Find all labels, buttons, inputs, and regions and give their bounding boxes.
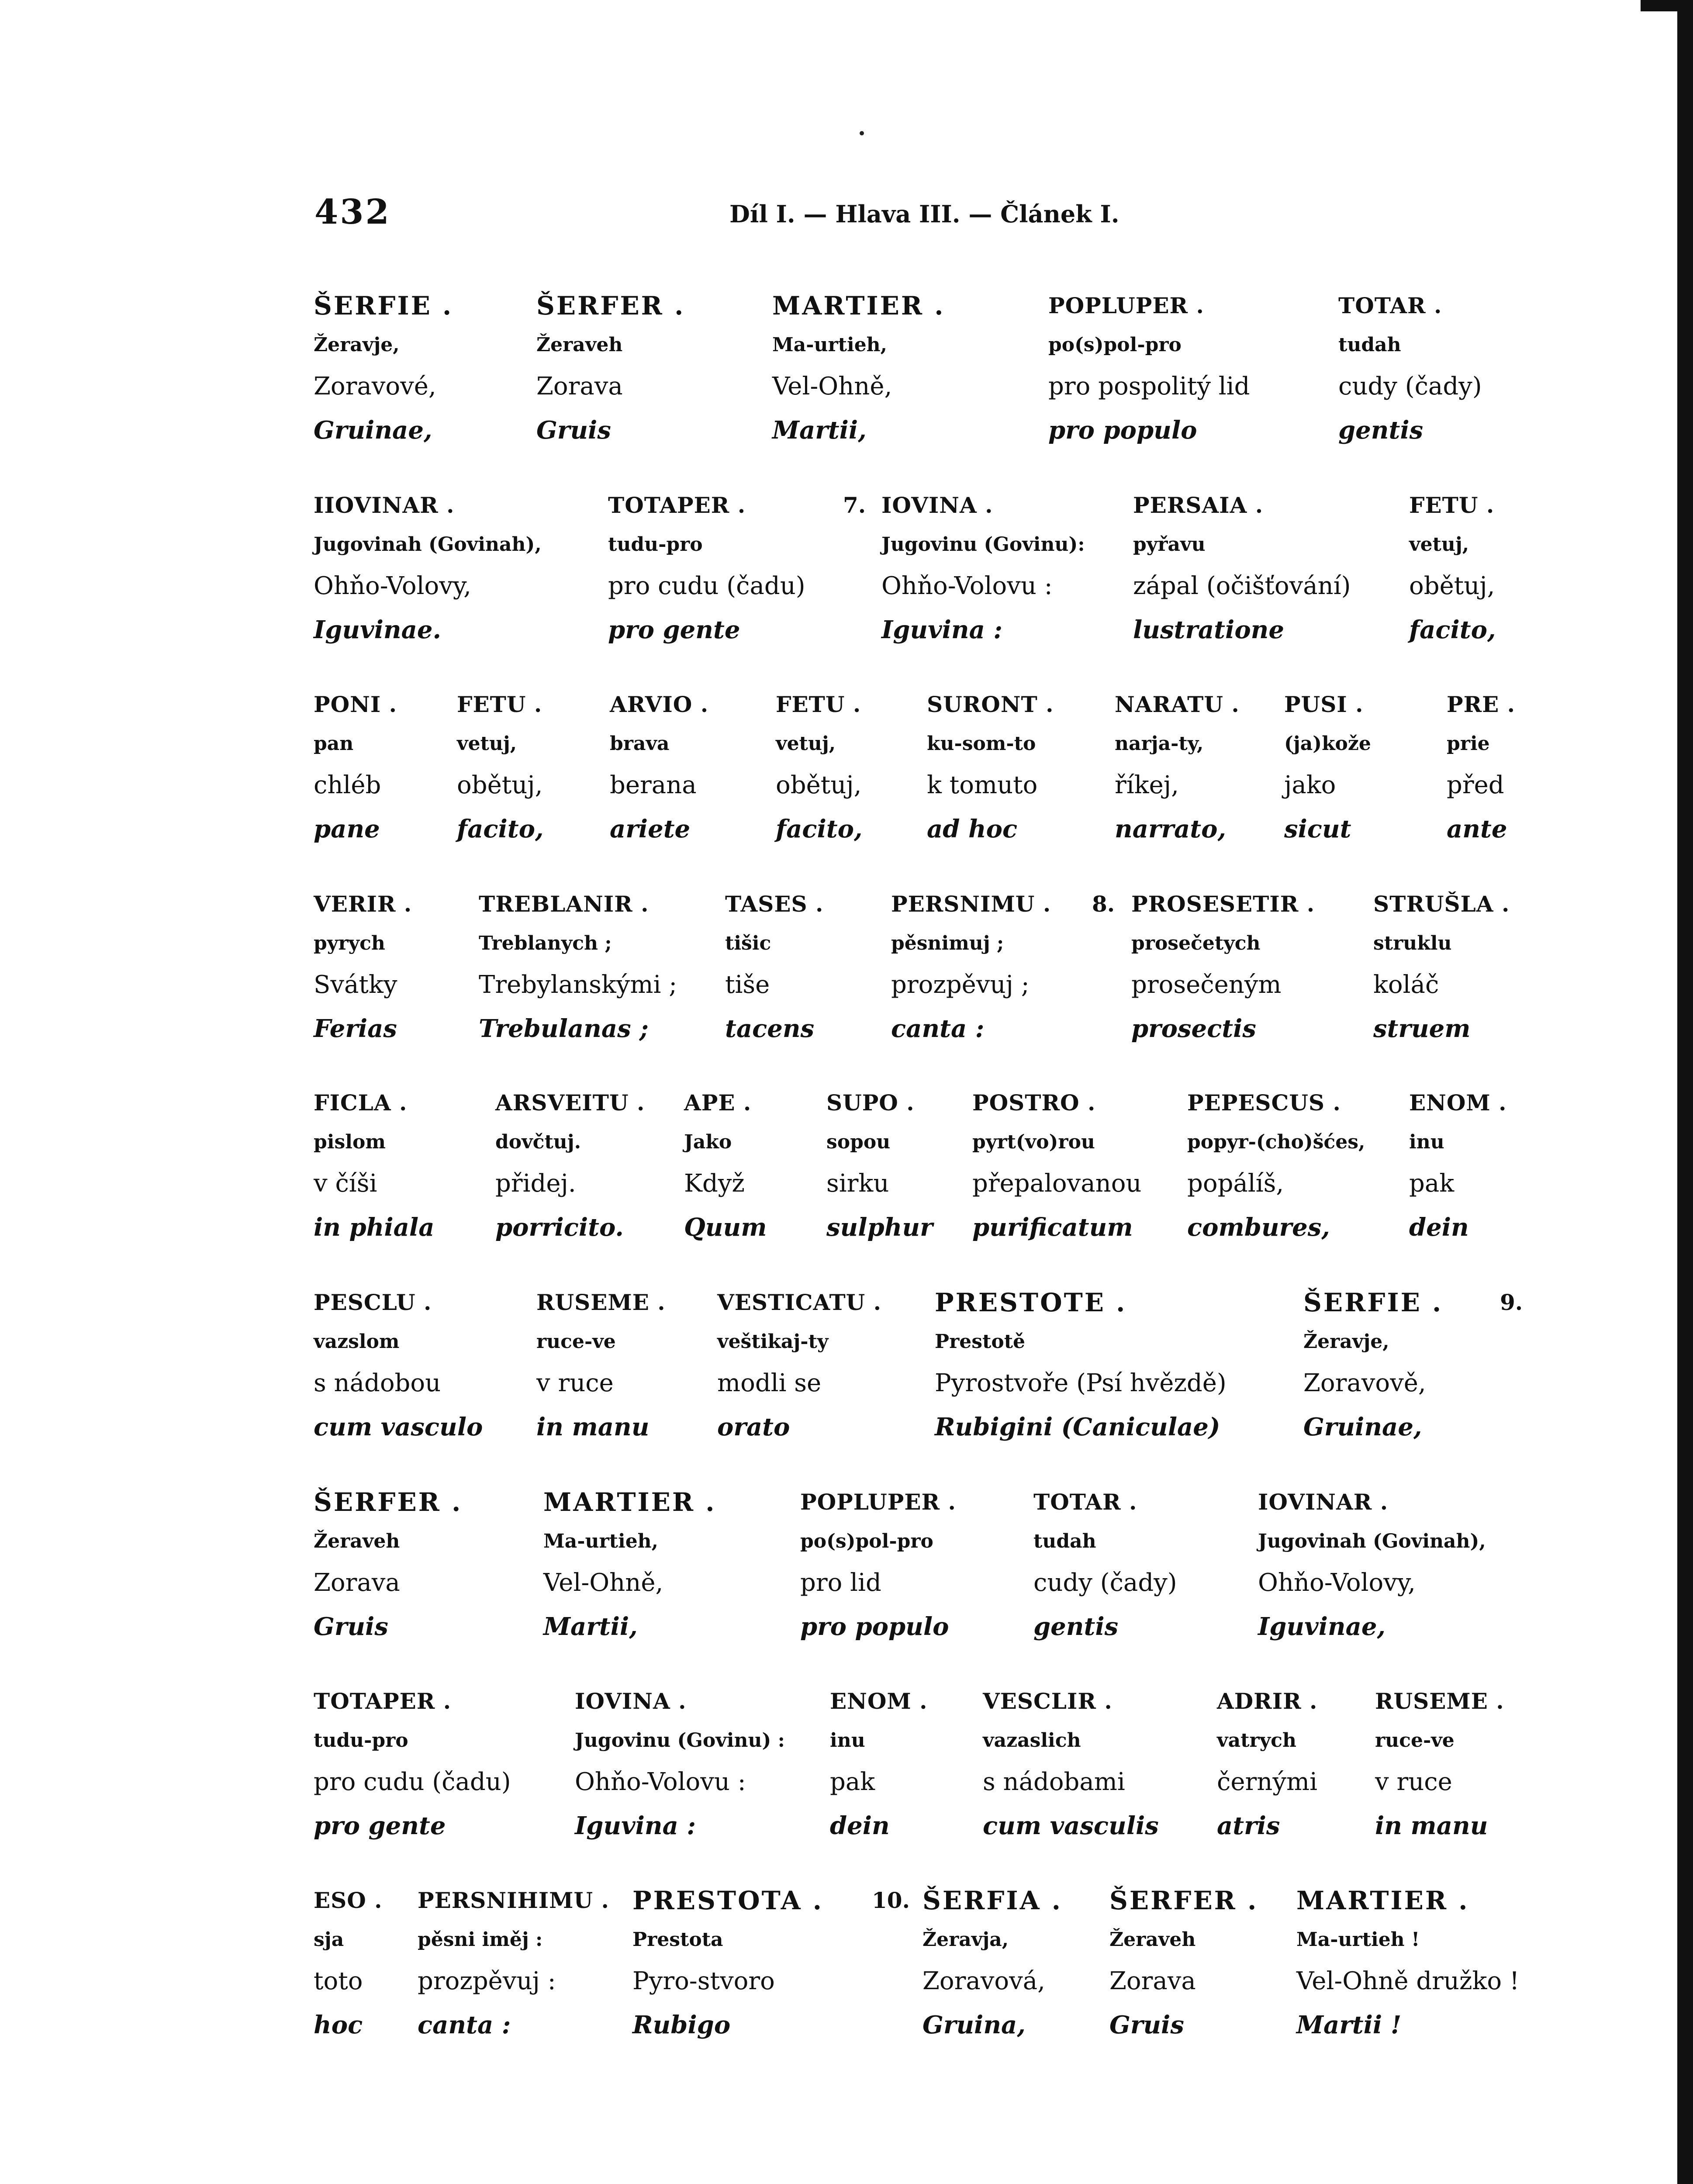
latin-translation: in phiala <box>314 1213 435 1242</box>
czech-translation: Zorava <box>314 1569 400 1597</box>
czech-translation: Pyro-stvoro <box>632 1967 775 1995</box>
czech-translation: Pyrostvoře (Psí hvězdě) <box>935 1369 1227 1397</box>
word-column <box>1133 486 1351 652</box>
slavic-transliteration: Žeravje, <box>1303 1330 1389 1353</box>
word-column <box>891 885 1051 1051</box>
umbrian-word: TOTAR . <box>1033 1489 1137 1515</box>
word-column <box>457 685 543 851</box>
verse-block <box>0 685 1693 851</box>
latin-translation: Gruis <box>1109 2011 1184 2039</box>
umbrian-word: RUSEME . <box>1375 1688 1504 1714</box>
umbrian-word: PRESTOTE . <box>935 1288 1127 1317</box>
word-column <box>972 1083 1142 1249</box>
slavic-transliteration: tudah <box>1338 334 1401 356</box>
czech-translation: pak <box>1409 1169 1455 1198</box>
verse-number: 8. <box>1092 891 1115 917</box>
word-column <box>725 885 823 1051</box>
umbrian-word: VERIR . <box>314 891 412 917</box>
slavic-transliteration: Prestotě <box>935 1330 1026 1353</box>
umbrian-word: VESCLIR . <box>983 1688 1113 1714</box>
verse-block <box>0 885 1693 1051</box>
slavic-transliteration: tudu-pro <box>608 533 703 556</box>
verse-number: 9. <box>1500 1289 1523 1315</box>
slavic-transliteration: Ma-urtieh, <box>543 1530 658 1552</box>
latin-translation: Gruis <box>314 1612 388 1641</box>
slavic-transliteration: vazslom <box>314 1330 400 1353</box>
slavic-transliteration: Jugovinah (Govinah), <box>1258 1530 1486 1552</box>
latin-translation: ad hoc <box>927 815 1018 843</box>
czech-translation: přidej. <box>495 1169 576 1198</box>
umbrian-word: ŠERFER . <box>536 291 685 321</box>
umbrian-word: ENOM . <box>830 1688 928 1714</box>
umbrian-word: RUSEME . <box>536 1289 666 1315</box>
umbrian-word: POSTRO . <box>972 1090 1096 1116</box>
latin-translation: ante <box>1447 815 1507 843</box>
umbrian-word: PROSESETIR . <box>1131 891 1315 917</box>
word-column <box>983 1682 1159 1848</box>
latin-translation: facito, <box>457 815 544 843</box>
slavic-transliteration: inu <box>1409 1131 1444 1153</box>
czech-translation: s nádobami <box>983 1768 1125 1796</box>
latin-translation: Quum <box>684 1213 767 1242</box>
latin-translation: hoc <box>314 2011 363 2039</box>
slavic-transliteration: Prestota <box>632 1928 723 1951</box>
verse-block <box>0 1083 1693 1249</box>
word-column <box>314 486 542 652</box>
czech-translation: v číši <box>314 1169 377 1198</box>
latin-translation: canta : <box>418 2011 511 2039</box>
word-column <box>536 1283 666 1449</box>
word-column <box>1338 286 1482 452</box>
slavic-transliteration: ku-som-to <box>927 733 1036 755</box>
slavic-transliteration: popyr-(cho)šćes, <box>1187 1131 1365 1153</box>
umbrian-word: TOTAR . <box>1338 293 1442 318</box>
czech-translation: prozpěvuj : <box>418 1967 556 1995</box>
umbrian-word: POPLUPER . <box>1048 293 1204 318</box>
umbrian-word: TREBLANIR . <box>479 891 649 917</box>
latin-translation: narrato, <box>1115 815 1227 843</box>
word-column <box>1296 1881 1519 2047</box>
czech-translation: jako <box>1284 771 1336 799</box>
word-column <box>772 286 945 452</box>
latin-translation: tacens <box>725 1014 815 1043</box>
czech-translation: Zoravové, <box>314 372 436 401</box>
czech-translation: cudy (čady) <box>1338 372 1482 401</box>
word-column <box>800 1482 956 1648</box>
slavic-transliteration: Treblanych ; <box>479 932 612 954</box>
latin-translation: Gruinae, <box>1303 1413 1422 1441</box>
latin-translation: Gruis <box>536 416 611 445</box>
verse-block <box>0 1682 1693 1848</box>
umbrian-word: IIOVINAR . <box>314 492 455 518</box>
latin-translation: combures, <box>1187 1213 1330 1242</box>
umbrian-word: PRESTOTA . <box>632 1886 823 1915</box>
word-column <box>1303 1283 1443 1449</box>
latin-translation: porricito. <box>495 1213 624 1242</box>
slavic-transliteration: Ma-urtieh ! <box>1296 1928 1420 1951</box>
latin-translation: Martii ! <box>1296 2011 1402 2039</box>
word-column <box>543 1482 716 1648</box>
czech-translation: s nádobou <box>314 1369 441 1397</box>
slavic-transliteration: pislom <box>314 1131 386 1153</box>
czech-translation: Zoravová, <box>923 1967 1045 1995</box>
umbrian-word: ŠERFER . <box>314 1487 463 1517</box>
czech-translation: černými <box>1217 1768 1317 1796</box>
word-column <box>1258 1482 1486 1648</box>
word-column <box>495 1083 645 1249</box>
latin-translation: pro gente <box>608 615 740 644</box>
word-column <box>610 685 708 851</box>
running-head: Díl I. — Hlava III. — Článek I. <box>729 200 1119 228</box>
slavic-transliteration: dovčtuj. <box>495 1131 581 1153</box>
word-column <box>1187 1083 1365 1249</box>
verse-number: 7. <box>843 492 866 518</box>
czech-translation: sirku <box>826 1169 889 1198</box>
czech-translation: říkej, <box>1115 771 1179 799</box>
czech-translation: v ruce <box>1375 1768 1452 1796</box>
slavic-transliteration: vetuj, <box>1409 533 1469 556</box>
latin-translation: Rubigo <box>632 2011 731 2039</box>
latin-translation: Trebulanas ; <box>479 1014 649 1043</box>
latin-translation: lustratione <box>1133 615 1285 644</box>
slavic-transliteration: Žeraveh <box>1109 1928 1196 1951</box>
latin-translation: ariete <box>610 815 691 843</box>
slavic-transliteration: prie <box>1447 733 1490 755</box>
word-column <box>608 486 805 652</box>
umbrian-word: IOVINA . <box>575 1688 687 1714</box>
slavic-transliteration: brava <box>610 733 670 755</box>
czech-translation: Ohňo-Volovy, <box>1258 1569 1416 1597</box>
verse-number: 10. <box>872 1887 910 1913</box>
slavic-transliteration: struklu <box>1373 932 1452 954</box>
latin-translation: in manu <box>536 1413 650 1441</box>
umbrian-word: FETU . <box>457 691 542 717</box>
czech-translation: obětuj, <box>776 771 862 799</box>
czech-translation: Vel-Ohně, <box>772 372 892 401</box>
czech-translation: popálíš, <box>1187 1169 1284 1198</box>
word-column <box>1409 1083 1507 1249</box>
umbrian-word: STRUŠLA . <box>1373 891 1510 917</box>
slavic-transliteration: Žeravja, <box>923 1928 1009 1951</box>
word-column <box>314 286 453 452</box>
latin-translation: Gruina, <box>923 2011 1026 2039</box>
slavic-transliteration: prosečetych <box>1131 932 1261 954</box>
czech-translation: Ohňo-Volovu : <box>575 1768 746 1796</box>
slavic-transliteration: Žeravje, <box>314 334 400 356</box>
slavic-transliteration: narja-ty, <box>1115 733 1204 755</box>
latin-translation: in manu <box>1375 1811 1488 1840</box>
verse-block <box>0 486 1693 652</box>
czech-translation: Vel-Ohně, <box>543 1569 663 1597</box>
latin-translation: facito, <box>776 815 863 843</box>
czech-translation: před <box>1447 771 1504 799</box>
word-column <box>314 885 412 1051</box>
slavic-transliteration: ruce-ve <box>536 1330 616 1353</box>
word-column <box>881 486 1085 652</box>
umbrian-word: NARATU . <box>1115 691 1240 717</box>
page-corner-shadow <box>1641 0 1693 11</box>
slavic-transliteration: pyřavu <box>1133 533 1206 556</box>
umbrian-word: FETU . <box>1409 492 1495 518</box>
word-column <box>830 1682 928 1848</box>
czech-translation: pro cudu (čadu) <box>314 1768 511 1796</box>
umbrian-word: PONI . <box>314 691 397 717</box>
latin-translation: gentis <box>1033 1612 1119 1641</box>
verse-block <box>0 1881 1693 2047</box>
latin-translation: pro populo <box>1048 416 1197 445</box>
latin-translation: struem <box>1373 1014 1471 1043</box>
page-number: 432 <box>314 192 391 232</box>
czech-translation: prosečeným <box>1131 971 1282 999</box>
slavic-transliteration: po(s)pol-pro <box>1048 334 1182 356</box>
slavic-transliteration: tudah <box>1033 1530 1096 1552</box>
latin-translation: Martii, <box>772 416 867 445</box>
latin-translation: pane <box>314 815 380 843</box>
umbrian-word: PEPESCUS . <box>1187 1090 1341 1116</box>
czech-translation: Ohňo-Volovy, <box>314 572 471 600</box>
word-column <box>935 1283 1227 1449</box>
word-column <box>632 1881 823 2047</box>
slavic-transliteration: Žeraveh <box>536 334 623 356</box>
word-column <box>314 1881 383 2047</box>
slavic-transliteration: inu <box>830 1729 865 1752</box>
umbrian-word: ENOM . <box>1409 1090 1507 1116</box>
slavic-transliteration: Jugovinu (Govinu): <box>881 533 1085 556</box>
umbrian-word: TOTAPER . <box>314 1688 452 1714</box>
latin-translation: pro gente <box>314 1811 446 1840</box>
umbrian-word: MARTIER . <box>1296 1886 1469 1915</box>
czech-translation: k tomuto <box>927 771 1038 799</box>
word-column <box>1048 286 1250 452</box>
czech-translation: Zorava <box>1109 1967 1196 1995</box>
czech-translation: obětuj, <box>1409 572 1495 600</box>
slavic-transliteration: vetuj, <box>457 733 517 755</box>
verse-block <box>0 286 1693 452</box>
latin-translation: purificatum <box>972 1213 1133 1242</box>
czech-translation: pak <box>830 1768 875 1796</box>
word-column <box>776 685 862 851</box>
czech-translation: tiše <box>725 971 770 999</box>
czech-translation: Zorava <box>536 372 623 401</box>
slavic-transliteration: pan <box>314 733 354 755</box>
word-column <box>1447 685 1515 851</box>
latin-translation: sicut <box>1284 815 1351 843</box>
slavic-transliteration: pyrt(vo)rou <box>972 1131 1095 1153</box>
umbrian-word: ŠERFIE . <box>314 291 453 321</box>
umbrian-word: ARVIO . <box>610 691 709 717</box>
latin-translation: canta : <box>891 1014 985 1043</box>
latin-translation: Gruinae, <box>314 416 432 445</box>
word-column <box>1115 685 1240 851</box>
latin-translation: Iguvinae. <box>314 615 442 644</box>
umbrian-word: PUSI . <box>1284 691 1364 717</box>
umbrian-word: MARTIER . <box>543 1487 716 1517</box>
czech-translation: pro lid <box>800 1569 881 1597</box>
latin-translation: facito, <box>1409 615 1496 644</box>
ink-dot <box>860 131 864 135</box>
umbrian-word: IOVINA . <box>881 492 993 518</box>
word-column <box>1284 685 1371 851</box>
slavic-transliteration: vatrych <box>1217 1729 1296 1752</box>
word-column <box>717 1283 881 1449</box>
latin-translation: cum vasculis <box>983 1811 1159 1840</box>
umbrian-word: ESO . <box>314 1887 383 1913</box>
czech-translation: Svátky <box>314 971 397 999</box>
slavic-transliteration: Žeraveh <box>314 1530 400 1552</box>
czech-translation: prozpěvuj ; <box>891 971 1030 999</box>
czech-translation: obětuj, <box>457 771 543 799</box>
umbrian-word: FETU . <box>776 691 861 717</box>
verse-block <box>0 1482 1693 1648</box>
word-column <box>1409 486 1496 652</box>
latin-translation: orato <box>717 1413 790 1441</box>
umbrian-word: ŠERFER . <box>1109 1886 1258 1915</box>
latin-translation: Rubigini (Caniculae) <box>935 1413 1220 1441</box>
umbrian-word: FICLA . <box>314 1090 408 1116</box>
czech-translation: Když <box>684 1169 745 1198</box>
czech-translation: berana <box>610 771 697 799</box>
slavic-transliteration: ruce-ve <box>1375 1729 1455 1752</box>
word-column <box>314 1083 434 1249</box>
latin-translation: pro populo <box>800 1612 949 1641</box>
latin-translation: Martii, <box>543 1612 638 1641</box>
umbrian-word: ŠERFIA . <box>923 1886 1062 1915</box>
umbrian-word: ADRIR . <box>1217 1688 1318 1714</box>
slavic-transliteration: po(s)pol-pro <box>800 1530 933 1552</box>
umbrian-word: ARSVEITU . <box>495 1090 645 1116</box>
czech-translation: toto <box>314 1967 363 1995</box>
umbrian-word: PRE . <box>1447 691 1516 717</box>
latin-translation: cum vasculo <box>314 1413 483 1441</box>
slavic-transliteration: Jugovinah (Govinah), <box>314 533 542 556</box>
latin-translation: sulphur <box>826 1213 933 1242</box>
latin-translation: Iguvinae, <box>1258 1612 1386 1641</box>
czech-translation: chléb <box>314 771 381 799</box>
word-column <box>314 1482 462 1648</box>
umbrian-word: PERSNIHIMU . <box>418 1887 609 1913</box>
czech-translation: Trebylanskými ; <box>479 971 677 999</box>
verse-block <box>0 1283 1693 1449</box>
czech-translation: pro pospolitý lid <box>1048 372 1250 401</box>
czech-translation: v ruce <box>536 1369 614 1397</box>
umbrian-word: IOVINAR . <box>1258 1489 1389 1515</box>
word-column <box>575 1682 785 1848</box>
czech-translation: přepalovanou <box>972 1169 1142 1198</box>
slavic-transliteration: tudu-pro <box>314 1729 408 1752</box>
word-column <box>314 685 397 851</box>
umbrian-word: SUPO . <box>826 1090 915 1116</box>
slavic-transliteration: pěsni iměj : <box>418 1928 543 1951</box>
umbrian-word: PESCLU . <box>314 1289 432 1315</box>
slavic-transliteration: Jako <box>684 1131 732 1153</box>
word-column <box>1217 1682 1317 1848</box>
czech-translation: pro cudu (čadu) <box>608 572 805 600</box>
word-column <box>418 1881 609 2047</box>
latin-translation: Ferias <box>314 1014 397 1043</box>
slavic-transliteration: Ma-urtieh, <box>772 334 887 356</box>
czech-translation: koláč <box>1373 971 1439 999</box>
slavic-transliteration: sja <box>314 1928 344 1951</box>
slavic-transliteration: Jugovinu (Govinu) : <box>575 1729 785 1752</box>
latin-translation: gentis <box>1338 416 1424 445</box>
umbrian-word: SURONT . <box>927 691 1054 717</box>
word-column <box>479 885 677 1051</box>
word-column <box>684 1083 767 1249</box>
word-column <box>314 1682 511 1848</box>
latin-translation: Iguvina : <box>881 615 1003 644</box>
umbrian-word: PERSNIMU . <box>891 891 1051 917</box>
umbrian-word: POPLUPER . <box>800 1489 956 1515</box>
slavic-transliteration: veštikaj-ty <box>717 1330 829 1353</box>
czech-translation: modli se <box>717 1369 822 1397</box>
word-column <box>1033 1482 1177 1648</box>
latin-translation: prosectis <box>1131 1014 1256 1043</box>
word-column <box>1375 1682 1504 1848</box>
umbrian-word: ŠERFIE . <box>1303 1288 1443 1317</box>
umbrian-word: MARTIER . <box>772 291 945 321</box>
czech-translation: Ohňo-Volovu : <box>881 572 1053 600</box>
word-column <box>536 286 685 452</box>
word-column <box>1109 1881 1258 2047</box>
umbrian-word: VESTICATU . <box>717 1289 882 1315</box>
slavic-transliteration: pyrych <box>314 932 385 954</box>
word-column <box>1131 885 1315 1051</box>
slavic-transliteration: pěsnimuj ; <box>891 932 1004 954</box>
latin-translation: dein <box>1409 1213 1469 1242</box>
latin-translation: Iguvina : <box>575 1811 696 1840</box>
word-column <box>314 1283 483 1449</box>
umbrian-word: PERSAIA . <box>1133 492 1264 518</box>
umbrian-word: APE . <box>684 1090 752 1116</box>
umbrian-word: TOTAPER . <box>608 492 746 518</box>
slavic-transliteration: (ja)kože <box>1284 733 1371 755</box>
umbrian-word: TASES . <box>725 891 824 917</box>
word-column <box>923 1881 1062 2047</box>
word-column <box>927 685 1054 851</box>
word-column <box>1373 885 1510 1051</box>
slavic-transliteration: vetuj, <box>776 733 836 755</box>
czech-translation: Zoravově, <box>1303 1369 1426 1397</box>
czech-translation: cudy (čady) <box>1033 1569 1177 1597</box>
slavic-transliteration: sopou <box>826 1131 891 1153</box>
latin-translation: atris <box>1217 1811 1280 1840</box>
word-column <box>826 1083 933 1249</box>
czech-translation: zápal (očišťování) <box>1133 572 1351 600</box>
slavic-transliteration: tišic <box>725 932 771 954</box>
slavic-transliteration: vazaslich <box>983 1729 1081 1752</box>
czech-translation: Vel-Ohně družko ! <box>1296 1967 1520 1995</box>
latin-translation: dein <box>830 1811 890 1840</box>
